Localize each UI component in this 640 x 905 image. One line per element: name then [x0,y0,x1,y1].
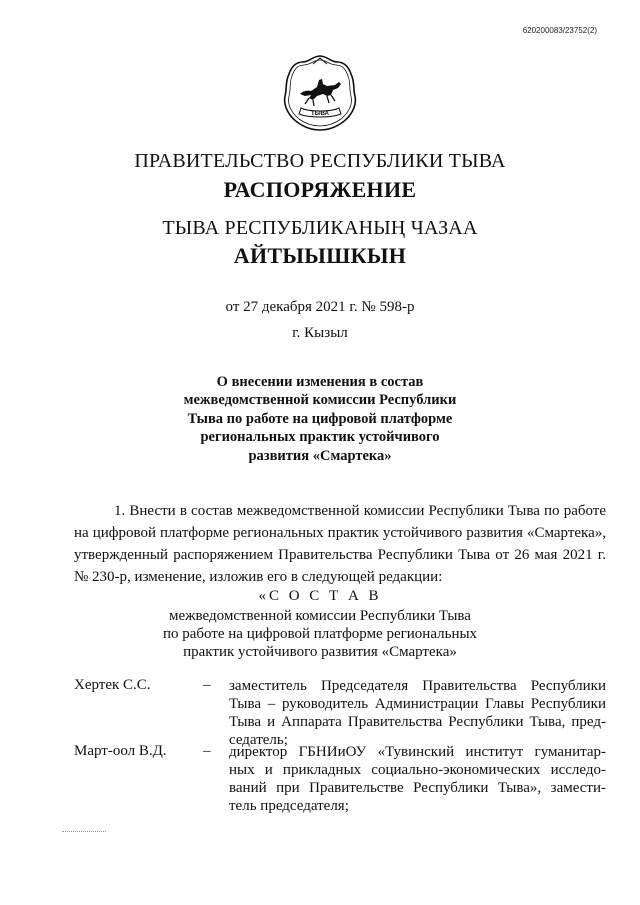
government-title-tv: ТЫВА РЕСПУБЛИКАНЫҢ ЧАЗАА [162,217,478,239]
footer-mark [62,831,106,834]
role-line: директор ГБНИиОУ «Тувинский институт гуманитар- [229,744,606,760]
paragraph-line: 1. Внести в состав межведомственной комиссии Республики Тыва по работе [114,503,606,519]
document-city: г. Кызыл [292,325,348,341]
role-line: тель председателя; [229,798,349,814]
subject-line: О внесении изменения в состав [216,374,424,390]
paragraph-line: утвержденный распоряжением Правительства Республики Тыва от 26 мая 2021 г. [74,547,606,563]
member-name: Март-оол В.Д. [74,743,167,759]
member-role [229,677,606,749]
member-name: Хертек С.С. [74,677,151,693]
composition-subtitle-line: межведомственной комиссии Республики Тыва [169,608,471,624]
subject-line: межведомственной комиссии Республики [183,392,457,409]
composition-title: «С О С Т А В [258,588,382,604]
subject-line: Тыва по работе на цифровой платформе [187,410,453,427]
member-role [229,743,606,815]
member-dash: – [203,743,211,759]
role-line: ных и прикладных социально-экономических исследо- [229,762,606,778]
composition-subtitle-line: практик устойчивого развития «Смартека» [183,644,457,660]
role-line: ваний при Правительстве Республики Тыва», замести- [229,780,606,796]
composition-subtitle-line: по работе на цифровой платформе региональных [162,626,478,642]
role-line: заместитель Председателя Правительства Республики [229,678,606,694]
order-title-ru: РАСПОРЯЖЕНИЕ [223,177,417,202]
role-line: седатель; [229,732,288,748]
document-subject [160,373,480,465]
paragraph-line: № 230-р, изменение, изложив его в следующей редакции: [74,569,443,585]
role-line: Тыва и Аппарата Правительства Республики Тыва, пред- [229,714,606,730]
subject-line: развития «Смартека» [248,447,392,464]
svg-text:ТЫВА: ТЫВА [311,111,329,117]
paragraph-1 [74,500,606,588]
paragraph-line: на цифровой платформе региональных практик устойчивого развития «Смартека», [74,525,606,541]
role-line: Тыва – руководитель Администрации Главы Республики [229,696,606,712]
government-title-ru: ПРАВИТЕЛЬСТВО РЕСПУБЛИКИ ТЫВА [134,150,506,172]
document-code: 620200083/23752(2) [522,26,597,35]
document-date: от 27 декабря 2021 г. № 598-р [225,299,415,315]
subject-line: региональных практик устойчивого [200,429,440,446]
tuva-emblem-icon [283,54,357,132]
member-dash: – [203,677,211,693]
order-title-tv: АЙТЫЫШКЫН [233,243,407,268]
